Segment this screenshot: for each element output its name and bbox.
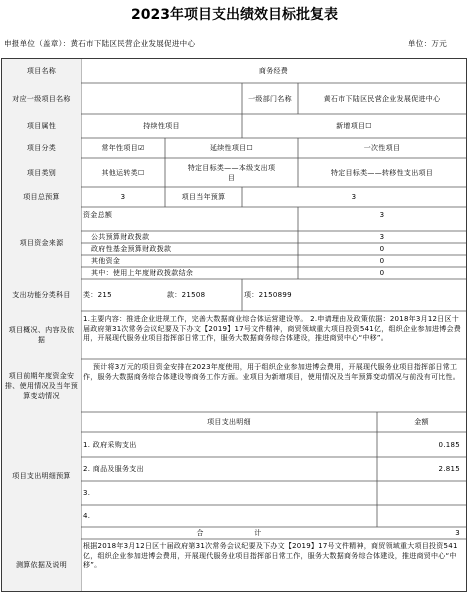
funding-gov-fund-value: 0 (379, 245, 385, 253)
detail-column-header: 项目支出明细 (207, 418, 251, 426)
total-budget-value: 3 (120, 193, 126, 201)
functional-section: 款：21508 (167, 291, 206, 299)
classification-extended: 延续性项目☐ (209, 144, 254, 152)
funding-other-label: 其他资金 (91, 257, 121, 265)
calculation-basis-label: 测算依据及说明 (2, 539, 81, 591)
detail-item-4-amount (377, 505, 466, 527)
parent-project-value (81, 83, 242, 114)
currency-unit: 单位：万元 (408, 39, 447, 48)
primary-department-label: 一级部门名称 (248, 94, 292, 103)
detail-item-1-amount: 0.185 (438, 440, 460, 449)
detail-item-2: 2. 商品及服务支出 (83, 465, 144, 473)
attribute-continuing: 持续性项目 (143, 122, 180, 130)
annual-budget-label: 项目当年预算 (181, 193, 226, 201)
page-title: 2023年项目支出绩效目标批复表 (131, 7, 338, 23)
approval-table (1, 58, 467, 592)
funding-total-value: 3 (379, 211, 385, 219)
funding-total-label: 资金总额 (83, 211, 113, 219)
project-overview-text: 1.主要内容：推进企业进规工作，完善大数据商业综合体运营建设等。 2.申请理由及政策依据：2018年3月12日区十届政府第31次常务会议纪要及下办文【2019】17号文件精神，商贸领域重大项目投资541亿，组织企业参加进博会费用，开展现代服务业项目指挥部日常工作，服务大数据商务综合体建设，推进商贸中心“中移”。 (83, 315, 461, 343)
project-name-label: 项目名称 (2, 59, 81, 83)
funding-other-value: 0 (379, 257, 385, 265)
functional-class: 类：215 (83, 291, 112, 299)
annual-budget-value: 3 (351, 193, 357, 201)
funding-prior-surplus-label: 其中：使用上年度财政拨款结余 (91, 269, 194, 277)
detail-total-label: 合 计 (196, 529, 262, 537)
category-specific-local: 特定目标类——本级支出项目 (187, 163, 276, 182)
amount-column-header: 金额 (414, 418, 429, 426)
project-name-value: 商务经费 (258, 67, 289, 75)
calculation-basis-text: 根据2018年3月12日区十届政府第31次常务会议纪要及下办文【2019】17号文件精神，商贸领域重大项目投资541亿，组织企业参加进博会费用，开展现代服务业项目指挥部日常工作，服务大数据商务综合体建设，推进商贸中心“中移”。 (83, 542, 458, 570)
detail-item-3-amount (377, 481, 466, 505)
prior-arrangement-label: 项目前期年度资金安排、使用情况及当年预算变动情况 (2, 359, 81, 412)
category-other-operation: 其他运转类☐ (101, 168, 145, 177)
project-classification-label: 项目分类 (2, 138, 81, 158)
project-category-label: 项目类别 (2, 158, 81, 187)
funding-gov-fund-label: 政府性基金预算财政拨款 (91, 245, 172, 253)
category-specific-transfer: 特定目标类——转移性支出项目 (330, 168, 434, 177)
project-overview-label: 项目概况、内容及依据 (2, 311, 81, 359)
classification-one-time: 一次性项目 (363, 144, 401, 152)
primary-department-value: 黄石市下陆区民营企业发展促进中心 (323, 94, 441, 103)
detail-item-2-amount: 2.815 (438, 465, 460, 473)
functional-item: 项：2150899 (244, 291, 292, 299)
classification-annual: 常年性项目☑ (101, 144, 145, 152)
funding-public-budget-label: 公共预算财政拨款 (91, 233, 150, 241)
project-attribute-label: 项目属性 (2, 114, 81, 138)
detail-item-3: 3. (83, 489, 91, 497)
funding-source-label: 项目资金来源 (2, 207, 81, 279)
detail-budget-label: 项目支出明细预算 (2, 412, 81, 539)
functional-classification-label: 支出功能分类科目 (2, 279, 81, 311)
funding-prior-surplus-value: 0 (379, 269, 385, 277)
detail-total-value: 3 (455, 529, 460, 537)
attribute-new: 新增项目☐ (336, 122, 372, 130)
detail-item-1: 1. 政府采购支出 (83, 440, 137, 449)
declaring-unit: 申报单位（盖章）：黄石市下陆区民营企业发展促进中心 (4, 39, 196, 48)
parent-project-label: 对应一级项目名称 (2, 83, 81, 114)
total-budget-label: 项目总预算 (2, 187, 81, 207)
prior-arrangement-text: 预计将3万元的项目资金安排在2023年度使用，用于组织企业参加进博会费用，开展现代服务业项目指挥部日常工作，服务大数据商务综合体建设等商务工作方面。业项目为新增项目，使用情况及当年预算变动情况与前没有可比性。 (83, 363, 460, 381)
funding-public-budget-value: 3 (379, 233, 385, 241)
detail-item-4: 4. (83, 512, 91, 520)
